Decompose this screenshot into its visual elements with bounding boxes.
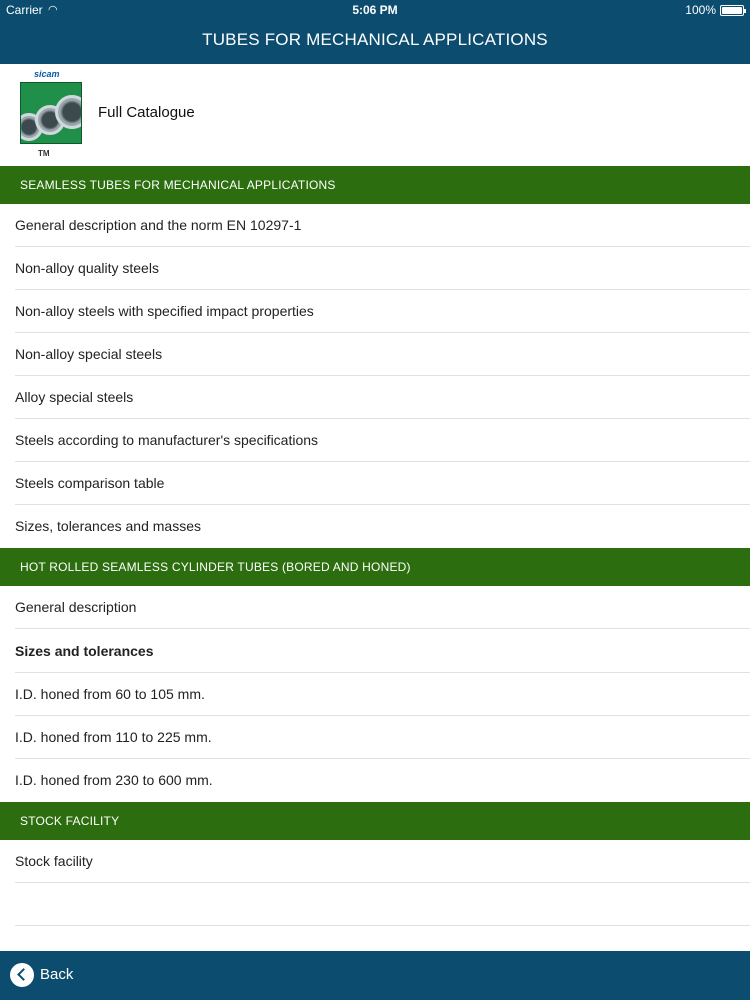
list-item-label: Non-alloy quality steels <box>15 260 159 276</box>
list-item[interactable] <box>0 840 750 883</box>
list-item-label: Stock facility <box>15 853 93 869</box>
list-item[interactable] <box>0 586 750 629</box>
battery-icon <box>720 5 744 16</box>
tubes-photo <box>20 82 82 144</box>
full-catalogue-row[interactable] <box>0 64 750 166</box>
bottom-toolbar <box>0 951 750 1000</box>
list-item-label: Alloy special steels <box>15 389 134 405</box>
list-item[interactable] <box>0 759 750 802</box>
section-header-cylinder-tubes: HOT ROLLED SEAMLESS CYLINDER TUBES (BORED AND HONED) <box>0 548 750 586</box>
list-item[interactable] <box>0 333 750 376</box>
carrier-label: Carrier <box>6 3 43 17</box>
chevron-left-icon <box>10 963 34 987</box>
list-item-label: Sizes, tolerances and masses <box>15 518 201 534</box>
page-title: TUBES FOR MECHANICAL APPLICATIONS <box>202 30 548 49</box>
trademark-logo: TM <box>38 149 50 158</box>
list-item-label: Steels according to manufacturer's specifications <box>15 432 319 448</box>
brand-logo: sicam <box>34 69 60 79</box>
list-item[interactable] <box>0 505 750 548</box>
list-item[interactable] <box>0 204 750 247</box>
battery-percentage: 100% <box>685 3 716 17</box>
list-item[interactable] <box>0 419 750 462</box>
list-item[interactable] <box>0 716 750 759</box>
list-item-label: Sizes and tolerances <box>15 643 154 659</box>
section-header-seamless-tubes: SEAMLESS TUBES FOR MECHANICAL APPLICATIONS <box>0 166 750 204</box>
section-header-stock-facility: STOCK FACILITY <box>0 802 750 840</box>
wifi-icon: ◠ <box>48 4 58 16</box>
list-item[interactable] <box>0 462 750 505</box>
list-item[interactable] <box>0 247 750 290</box>
status-time: 5:06 PM <box>352 3 398 17</box>
list-item-label: Non-alloy steels with specified impact properties <box>15 303 314 319</box>
top-bar <box>0 0 750 64</box>
status-bar <box>0 0 750 20</box>
list-item-label: Steels comparison table <box>15 475 165 491</box>
list-item-label: I.D. honed from 110 to 225 mm. <box>15 729 212 745</box>
list-item-label: I.D. honed from 60 to 105 mm. <box>15 686 205 702</box>
row-divider <box>15 925 750 926</box>
empty-list-row <box>0 883 750 926</box>
list-item[interactable] <box>0 630 750 673</box>
list-item[interactable] <box>0 290 750 333</box>
catalogue-cover-image <box>18 69 84 161</box>
list-item-label: Non-alloy special steels <box>15 346 163 362</box>
back-label: Back <box>40 966 74 983</box>
list-item[interactable] <box>0 376 750 419</box>
list-item-label: General description <box>15 599 137 615</box>
list-item[interactable] <box>0 673 750 716</box>
row-divider <box>15 628 750 629</box>
list-item-label: General description and the norm EN 10297-1 <box>15 217 302 233</box>
full-catalogue-label: Full Catalogue <box>98 104 195 121</box>
list-item-label: I.D. honed from 230 to 600 mm. <box>15 772 213 788</box>
